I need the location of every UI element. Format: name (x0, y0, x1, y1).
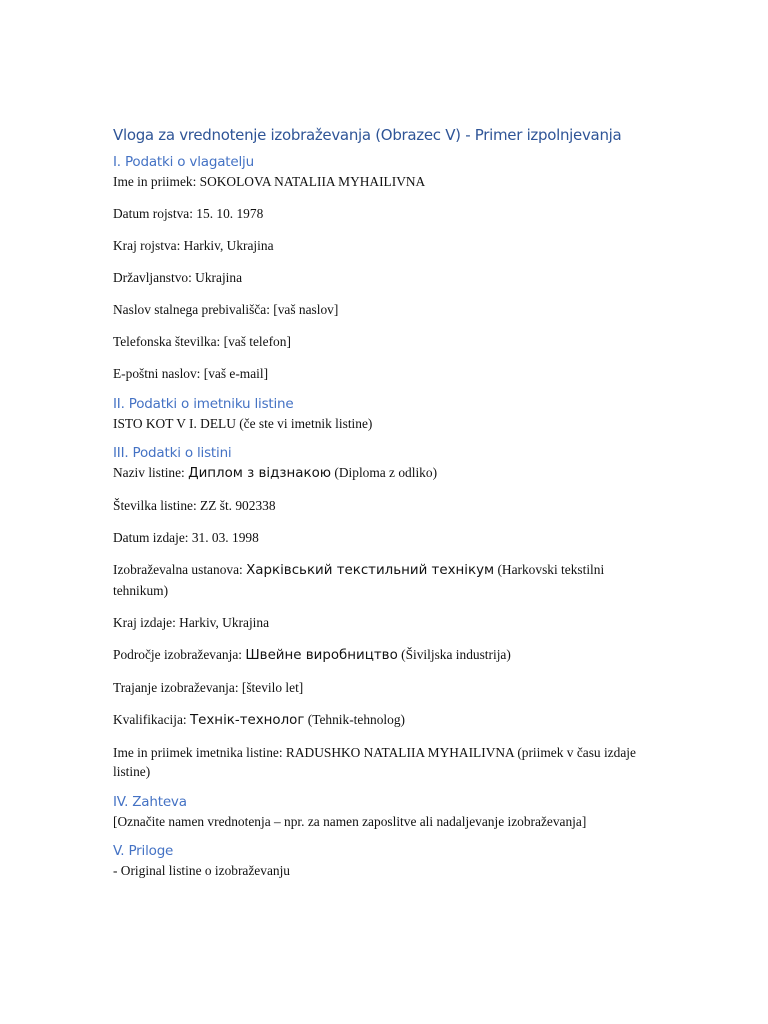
document-name-ukrainian: Диплом з відзнакою (188, 466, 332, 481)
applicant-phone: Telefonska številka: [vaš telefon] (113, 334, 291, 349)
institution-slovene: (Harkovski tekstilni tehnikum) (113, 562, 605, 598)
qualification-slovene: (Tehnik-tehnolog) (304, 711, 405, 727)
applicant-address: Naslov stalnega prebivališča: [vaš naslov] (113, 302, 339, 317)
document-name-label: Naziv listine: (113, 465, 189, 480)
request-purpose: [Označite namen vrednotenja – npr. za namen zaposlitve ali nadaljevanje izobraževanja] (113, 813, 587, 829)
section-heading-attachments: V. Priloge (113, 843, 174, 859)
document-name-slovene: (Diploma z odliko) (331, 465, 438, 480)
applicant-birth-place: Kraj rojstva: Harkiv, Ukrajina (113, 238, 274, 253)
document-holder-name: Ime in priimek imetnika listine: RADUSHKO NATALIIA MYHAILIVNA (priimek v času izdaje listine) (113, 744, 636, 779)
document-issue-place: Kraj izdaje: Harkiv, Ukrajina (113, 614, 270, 630)
holder-same-as-applicant: ISTO KOT V I. DELU (če ste vi imetnik listine) (113, 415, 373, 431)
section-heading-document: III. Podatki o listini (113, 445, 232, 461)
document-number: Številka listine: ZZ št. 902338 (113, 498, 276, 513)
qualification (113, 710, 658, 731)
document-issue-date: Datum izdaje: 31. 03. 1998 (113, 530, 259, 545)
field-ukrainian: Швейне виробництво (245, 647, 398, 663)
section-heading-request: IV. Zahteva (113, 793, 187, 810)
document-name (113, 463, 658, 484)
education-institution (113, 560, 658, 600)
applicant-birth-date: Datum rojstva: 15. 10. 1978 (113, 206, 264, 221)
document-title: Vloga za vrednotenje izobraževanja (Obrazec V) - Primer izpolnjevanja (113, 126, 622, 144)
applicant-name: Ime in priimek: SOKOLOVA NATALIIA MYHAILIVNA (113, 174, 426, 189)
section-heading-holder: II. Podatki o imetniku listine (113, 395, 294, 412)
field-label: Področje izobraževanja: (113, 646, 246, 662)
qualification-label: Kvalifikacija: (113, 711, 190, 727)
education-duration: Trajanje izobraževanja: [število let] (113, 679, 304, 695)
field-slovene: (Šiviljska industrija) (397, 646, 511, 662)
applicant-email: E-poštni naslov: [vaš e-mail] (113, 366, 269, 381)
qualification-ukrainian: Технік-технолог (189, 712, 305, 728)
section-heading-applicant: I. Podatki o vlagatelju (113, 154, 254, 170)
applicant-citizenship: Državljanstvo: Ukrajina (113, 270, 243, 285)
institution-label: Izobraževalna ustanova: (113, 562, 247, 577)
attachment-item: - Original listine o izobraževanju (113, 863, 290, 878)
document-page (113, 124, 658, 881)
institution-ukrainian: Харківський текстильний технікум (246, 563, 495, 578)
education-field (113, 645, 658, 666)
